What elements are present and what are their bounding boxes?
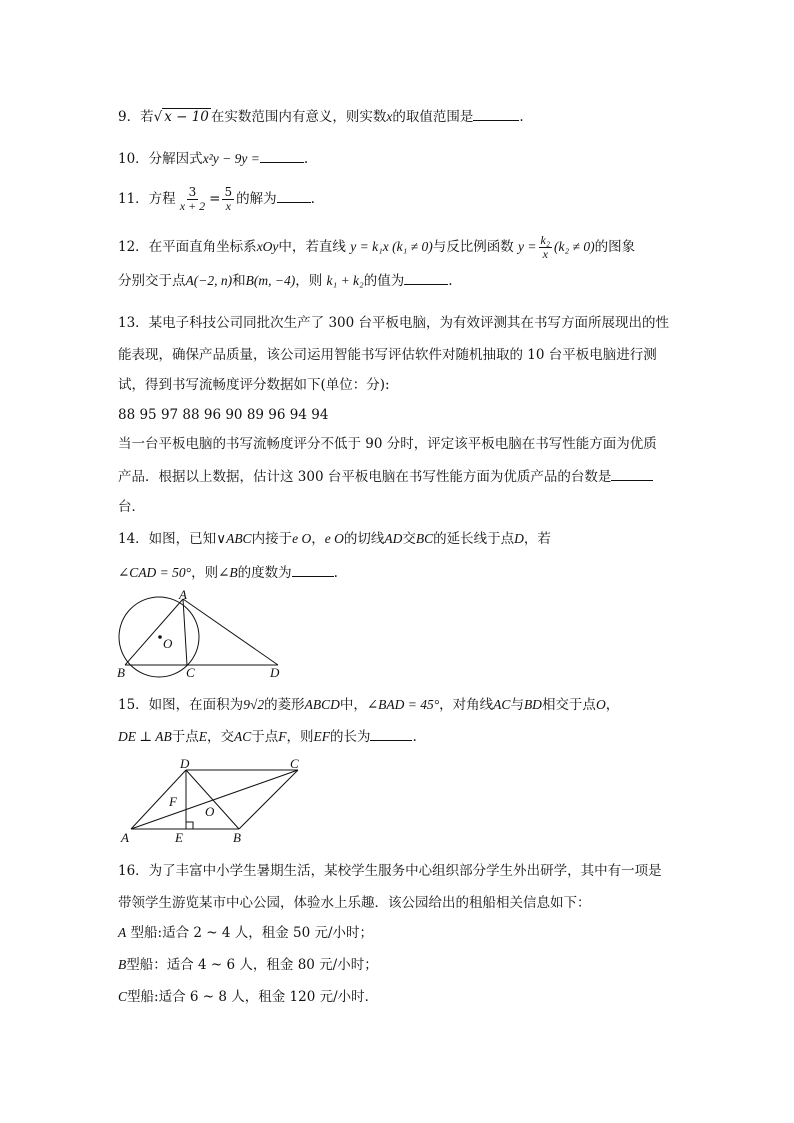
q14-circle: e O [292,531,312,546]
q15-area: 9√2 [243,697,265,712]
q14-text: 内接于 [251,531,293,547]
q15-point-e: E [198,729,207,744]
label-e: E [175,830,183,845]
q14-circle: e O [324,531,344,546]
q11-end: . [310,191,315,207]
q15-rhombus: ABCD [304,697,340,712]
tangent-ad [183,599,278,665]
q9-text: 在实数范围内有意义，则实数 [210,109,387,125]
q14-angle: ∠CAD = 50° [118,565,192,580]
label-c: C [186,665,195,680]
q15-angle: ∠BAD = 45° [366,697,440,712]
q14-text: ，则 [191,565,219,581]
q11-f2-den: x [225,199,231,213]
question-16-line-2: 带领学生游览某市中心公园，体验水上乐趣．该公园给出的租船相关信息如下： [118,895,591,911]
answer-blank [277,190,311,203]
label-o: O [163,636,173,651]
question-10 [118,150,308,168]
q12-end: . [448,273,453,289]
question-9: 9．若√ x − 10 在实数范围内有意义，则实数x的取值范围是 . [118,109,524,125]
diagonal-bd [186,770,239,829]
q15-diagonal-ac: AC [493,697,511,712]
q12-point-b: B(m, −4) [245,273,296,288]
q14-text: ， [311,531,325,547]
question-13-line-3: 试，得到书写流畅度评分数据如下(单位：分): [118,377,390,393]
q12-coord-system: xOy [256,239,279,254]
answer-blank [260,150,304,163]
question-12-line-1 [118,234,635,261]
figure-14 [112,590,292,680]
q15-text: 中， [339,697,367,713]
q15-perpendicular: DE ⊥ AB [118,729,172,744]
q11-fraction-left [178,186,207,213]
q15-text: ，交 [206,729,234,745]
q15-text: 15．如图，在面积为 [118,697,244,713]
q9-variable: x [386,109,393,124]
question-14-line-2 [118,564,338,582]
q14-text: 的延长线于点 [433,531,515,547]
q10-number: 10．分解因式 [118,151,203,167]
boat-type-b-letter: B [118,957,127,972]
q12-text: 和 [232,273,246,289]
q15-segment-ef: EF [313,729,330,744]
q12-line-expression: y = k₁x (k₁ ≠ 0) [350,239,433,254]
q11-f1-num: 3 [188,185,197,199]
answer-blank [370,728,412,741]
q15-text: 于点 [251,729,279,745]
boat-type-a [118,924,373,942]
answer-blank [611,468,653,481]
q12-text: 12．在平面直角坐标系 [118,239,257,255]
boat-type-a-text: 型船:适合 2 ~ 4 人，租金 50 元/小时； [126,925,374,941]
segment-ab [125,599,183,665]
q12-sum: k₁ + k₂ [326,273,364,288]
label-f: F [169,794,177,809]
q12-text: 的值为 [363,273,405,289]
q11-number: 11．方程 [118,191,176,207]
q15-text: ，则 [286,729,314,745]
q15-text: 的长为 [329,729,371,745]
q14-text: 交 [402,531,416,547]
q9-end: . [519,109,524,125]
q15-text: 于点 [171,729,199,745]
segment-ac [183,599,187,665]
q12-inverse-den: x [542,247,548,261]
answer-blank [473,108,519,121]
right-angle-mark [186,822,193,829]
q12-text: 中，若直线 [278,239,346,255]
q11-f2-num: 5 [224,185,233,199]
q15-diagonal-bd: BD [523,697,542,712]
q15-diagonal-ac: AC [233,729,252,744]
q15-text: ， [605,697,620,713]
label-o: O [205,804,215,819]
label-a: A [179,590,187,602]
question-13-line-7: 台． [118,499,145,515]
q12-text: 与反比例函数 [432,239,514,255]
q14-end: . [333,565,338,581]
q14-text: 的切线 [343,531,385,547]
q12-inverse-y: y = [518,239,537,254]
boat-type-b [118,956,378,974]
question-11 [118,186,315,213]
question-15-line-2 [118,728,417,746]
figure-15 [114,756,314,848]
answer-blank [292,564,334,577]
q12-text: 分别交于点 [118,273,186,289]
q11-fraction-right [222,186,234,213]
q11-tail: 的解为 [236,191,277,207]
q10-expression: x²y − 9y = [202,151,260,166]
q11-equals: = [209,191,221,207]
q15-text: 与 [510,697,524,713]
q14-triangle: ∨ABC [216,531,252,546]
label-a: A [121,830,129,845]
question-14-line-1 [118,530,551,548]
q9-tail: 的取值范围是 [392,109,474,125]
q15-text: ，对角线 [439,697,494,713]
label-d: D [180,756,190,771]
boat-type-c [118,988,378,1006]
q10-end: . [303,151,309,167]
q14-text: ，若 [523,531,551,547]
q12-text: 的图象 [594,239,636,255]
question-12-line-2 [118,272,453,290]
diagonal-ac [131,770,298,829]
question-13-line-5: 当一台平板电脑的书写流畅度评分不低于 90 分时，评定该平板电脑在书写性能方面为优质 [118,436,657,452]
answer-blank [404,272,448,285]
q12-inverse-num: k₂ [540,233,550,247]
q9-number: 9．若 [118,109,154,125]
boat-type-b-text: 型船：适合 4 ~ 6 人，租金 80 元/小时； [126,957,378,973]
q14-segment-bc: BC [415,531,434,546]
label-b: B [233,830,241,845]
label-b: B [117,665,125,680]
q13-text: 产品．根据以上数据，估计这 300 台平板电脑在书写性能方面为优质产品的台数是 [118,469,612,485]
question-15-line-1 [118,696,619,714]
boat-type-a-letter: A [118,925,127,940]
center-point [158,635,162,639]
question-13-line-1: 13．某电子科技公司同批次生产了 300 台平板电脑，为有效评测其在书写方面所展现出的性 [118,315,670,331]
q12-inverse-fraction [539,234,553,261]
label-c: C [290,756,299,771]
q15-end: . [412,729,417,745]
question-16-line-1: 16．为了丰富中小学生暑期生活，某校学生服务中心组织部分学生外出研学，其中有一项是 [118,863,662,879]
boat-type-c-letter: C [118,989,128,1004]
q15-point-o: O [595,697,606,712]
q12-inverse-condition: (k₂ ≠ 0) [554,239,595,254]
q11-f1-den: x + 2 [179,199,206,213]
q15-point-f: F [278,729,287,744]
question-13-line-6 [118,468,653,486]
q12-point-a: A(−2, n) [185,273,233,288]
q12-text: ，则 [295,273,323,289]
q15-text: 相交于点 [541,697,596,713]
q14-point-d: D [514,531,524,546]
q14-text: 的度数为 [237,565,292,581]
label-d: D [270,665,280,680]
q15-text: 的菱形 [264,697,305,713]
boat-type-c-text: 型船:适合 6 ~ 8 人，租金 120 元/小时． [127,989,379,1005]
question-13-line-2: 能表现，确保产品质量，该公司运用智能书写评估软件对随机抽取的 10 台平板电脑进行测 [118,347,657,363]
q14-angle-b: ∠B [218,565,238,580]
side-ad [131,770,186,829]
question-13-scores: 88 95 97 88 96 90 89 96 94 94 [118,407,329,423]
q14-text: 14．如图，已知 [118,531,217,547]
q9-radical: x − 10 [164,109,209,125]
q14-segment-ad: AD [384,531,403,546]
side-bc [239,770,298,829]
